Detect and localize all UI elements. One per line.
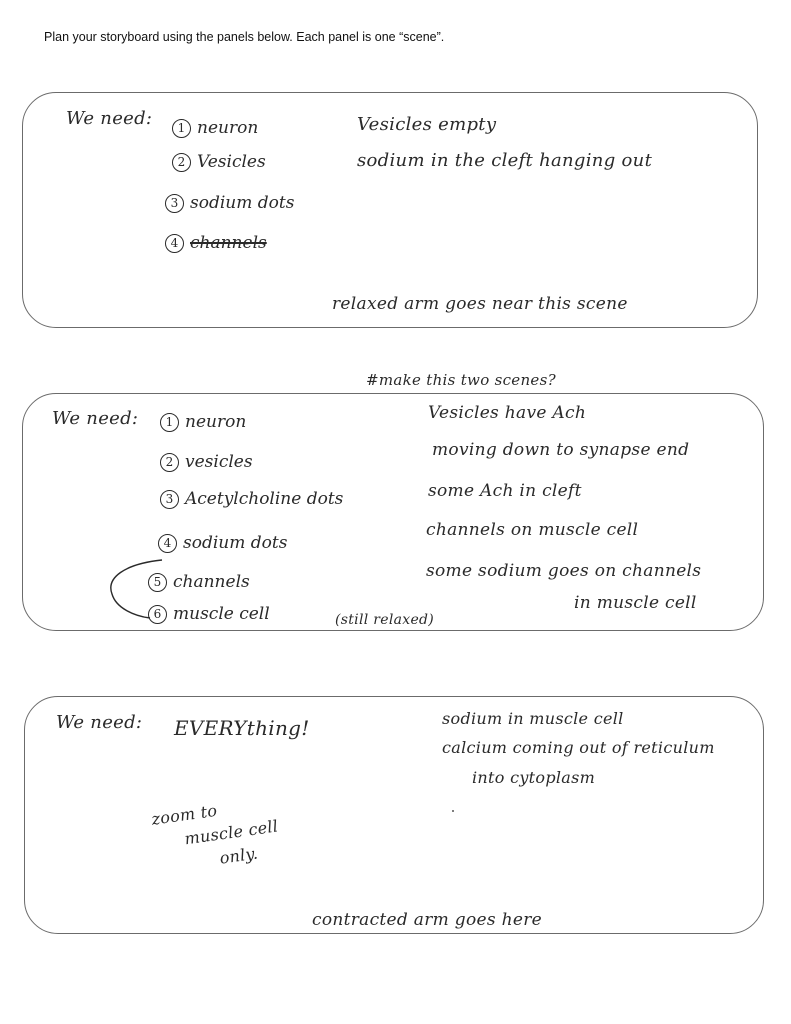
panel2-item-4 bbox=[158, 533, 287, 553]
number-circle: 4 bbox=[158, 534, 177, 553]
panel1-item-4 bbox=[165, 233, 267, 253]
panel1-we-need: We need: bbox=[66, 108, 153, 129]
panel2-note-5: some sodium goes on channels bbox=[426, 561, 702, 581]
zoom-line-3: only. bbox=[218, 843, 260, 868]
panel2-item-3 bbox=[160, 489, 343, 509]
panel3-footer: contracted arm goes here bbox=[312, 910, 542, 930]
item-label: Acetylcholine dots bbox=[185, 489, 344, 509]
panel2-note-2: moving down to synapse end bbox=[432, 440, 690, 460]
item-label: Vesicles bbox=[197, 152, 266, 172]
instruction-text: Plan your storyboard using the panels below. Each panel is one “scene”. bbox=[44, 30, 445, 44]
number-circle: 2 bbox=[172, 153, 191, 172]
item-label: muscle cell bbox=[173, 604, 270, 624]
number-circle: 6 bbox=[148, 605, 167, 624]
panel2-note-1: Vesicles have Ach bbox=[428, 403, 587, 423]
panel2-item-6 bbox=[148, 604, 270, 624]
number-circle: 2 bbox=[160, 453, 179, 472]
panel1-footer: relaxed arm goes near this scene bbox=[332, 294, 628, 314]
zoom-line-2: muscle cell bbox=[183, 816, 280, 849]
panel3-everything: EVERYthing! bbox=[174, 716, 310, 740]
item-label: neuron bbox=[185, 412, 247, 432]
zoom-line-1: zoom to bbox=[150, 800, 219, 829]
panel2-item-2 bbox=[160, 452, 253, 472]
panel3-we-need: We need: bbox=[56, 712, 143, 733]
item-label: vesicles bbox=[185, 452, 253, 472]
panel2-we-need: We need: bbox=[52, 408, 139, 429]
between-panels-note: #make this two scenes? bbox=[366, 371, 556, 389]
item-label: sodium dots bbox=[183, 533, 288, 553]
swap-arrow-icon bbox=[104, 556, 164, 626]
item-label: sodium dots bbox=[190, 193, 295, 213]
number-circle: 3 bbox=[165, 194, 184, 213]
panel2-still-relaxed: (still relaxed) bbox=[335, 612, 435, 628]
number-circle: 4 bbox=[165, 234, 184, 253]
item-label-struck: channels bbox=[190, 233, 267, 253]
item-label: neuron bbox=[197, 118, 259, 138]
number-circle: 1 bbox=[172, 119, 191, 138]
panel1-item-1 bbox=[172, 118, 258, 138]
item-label: channels bbox=[173, 572, 250, 592]
panel2-note-3: some Ach in cleft bbox=[428, 481, 582, 501]
number-circle: 3 bbox=[160, 490, 179, 509]
panel1-item-2 bbox=[172, 152, 266, 172]
panel1-item-3 bbox=[165, 193, 294, 213]
stray-dot bbox=[452, 810, 454, 812]
panel3-note-1: sodium in muscle cell bbox=[442, 709, 624, 728]
panel3-note-3: into cytoplasm bbox=[472, 768, 596, 787]
panel2-note-4: channels on muscle cell bbox=[426, 520, 639, 540]
panel2-note-6: in muscle cell bbox=[574, 593, 697, 613]
panel1-note-1: Vesicles empty bbox=[357, 114, 497, 135]
panel1-note-2: sodium in the cleft hanging out bbox=[357, 150, 653, 171]
number-circle: 5 bbox=[148, 573, 167, 592]
panel2-item-1 bbox=[160, 412, 246, 432]
panel3-note-2: calcium coming out of reticulum bbox=[442, 738, 715, 757]
number-circle: 1 bbox=[160, 413, 179, 432]
